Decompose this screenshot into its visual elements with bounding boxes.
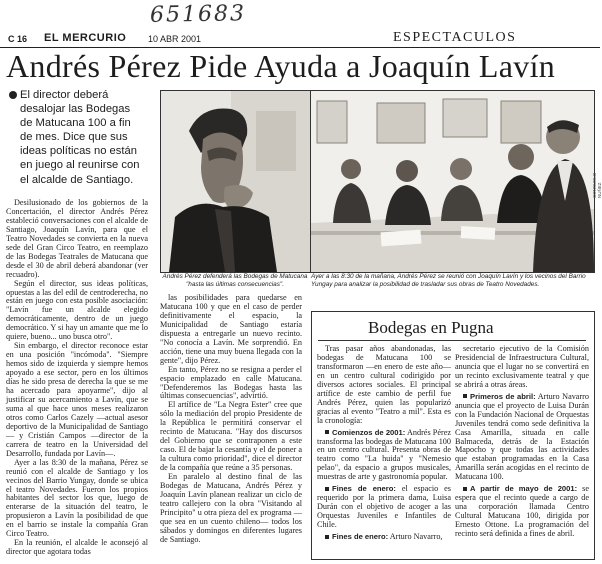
sidebar-intro: Tras pasar años abandonadas, las bodegas de Matucana 100 se transformaron —en enero de este año— en un centro cultural codirigido por diversos actores sociales. El principal artífice de este cambio de perfil fue Andrés Pérez, quien las popularizó gracias al evento "Teatro a mil". Esta es la cronología:: [317, 344, 451, 425]
page-number: C 16: [8, 34, 28, 44]
publication-date: 10 ABR 2001: [148, 34, 202, 44]
bullet-icon: [325, 535, 329, 539]
photo-meeting-illustration: [311, 91, 594, 272]
body-column-1: [6, 199, 148, 557]
section-name: ESPECTACULOS: [393, 30, 517, 45]
sidebar-title: Bodegas en Pugna: [368, 318, 494, 337]
sidebar-continuation: secretario ejecutivo de la Comisión Presidencial de Infraestructura Cultural, anuncia que el lugar no se convertirá en un recinto exclusivamente teatral y que se abrirá a otras áreas.: [455, 344, 589, 389]
body-column-2: [160, 294, 302, 545]
bullet-icon: [463, 487, 467, 491]
sidebar-column-2: [455, 345, 589, 542]
archive-number: 651683: [149, 1, 247, 28]
lead-paragraph: [20, 88, 140, 187]
timeline-label: Comienzos de 2001:: [332, 427, 406, 437]
bullet-icon: [325, 487, 329, 491]
timeline-text: el espacio es requerido por la primera dama, Luisa Durán con el objetivo de acoger a las Orquestas Juveniles e Infantiles de Chile.: [317, 484, 451, 530]
body-paragraph: En paralelo al destino final de las Bodegas de Matucana, Andrés Pérez y Joaquín Lavín planean realizar un ciclo de teatro callejero con la obra "Visitando al Principito" u otra pieza del ex programa —que sea en un cuento chileno— todos los sábados y domingos en diferentes lugares de Santiago.: [160, 472, 302, 544]
body-paragraph: las posibilidades para quedarse en Matucana 100 y que en el caso de perder definitivamente el espacio, la Municipalidad de Santiago estaría dispuesta a entregarle un nuevo recinto. "No conocía a Lavín. Me sorprendió. En acción, tiene una muy buena llegada con la gente", dijo Pérez.: [160, 293, 302, 365]
timeline-item: [317, 429, 451, 483]
sidebar-column-1: [317, 345, 451, 545]
photo-andres-perez: [160, 90, 311, 273]
body-paragraph: En la reunión, el alcalde le aconsejó al director que agotara todas: [6, 538, 148, 557]
body-paragraph: En tanto, Pérez no se resigna a perder el espacio emplazado en calle Matucana. "Defenderemos las Bodegas hasta las últimas consecuencias", advirtió.: [160, 364, 302, 401]
lead-bullet-icon: [9, 91, 17, 99]
body-paragraph: Sin embargo, el director reconoce estar en una posición "incómoda". "Siempre hemos sido de izquierda y siempre hemos apoyado a ese sector, pero en los últimos días he sido presa de derecha la que se me ha acercado para apoyarme", dijo al justificar su acercamiento a Lavín, que se suma al que hace unos meses realizaron otros como Carlos Cazely —actual asesor deportivo de la Municipalidad de Santiago— y Cristián Campos —director de la carrera de teatro en la Universidad del Desarrollo, fundada por Lavín—.: [6, 341, 148, 458]
photo-andres-perez-illustration: [161, 91, 310, 272]
timeline-text: Andrés Pérez transforma las bodegas de Matucana 100 en un centro cultural. Presenta obras de teatro como "La huida" y "Nemesio pelao", da espacio a grupos musicales, muestras de arte y gastronomía popular.: [317, 427, 451, 482]
timeline-label: Fines de enero:: [332, 532, 389, 542]
body-paragraph: El artífice de "La Negra Ester" cree que sólo la mediación del propio Presidente de la República le permitirá conservar el recinto de Matucana. "Hay dos discursos del Gobierno que se contraponen a este caso. El de bajar la cesantía y el de poner a la cultura como prioridad", dice el director de la compañía que reúne a 35 personas.: [160, 400, 302, 473]
body-paragraph: Ayer a las 8:30 de la mañana, Pérez se reunió con el alcalde de Santiago y los vecinos del Barrio Yungay, donde se ubica el teatro Novedades. Fueron los propios habitantes del sector los que, luego de enterarse de la situación del teatro, le propusieron a Lavín la posibilidad de que en el barrio se instale la compañía Gran Circo Teatro.: [6, 457, 148, 539]
timeline-item: [455, 485, 589, 539]
bullet-icon: [463, 394, 467, 398]
headline: Andrés Pérez Pide Ayuda a Joaquín Lavín: [6, 48, 556, 84]
photo-meeting: [310, 90, 595, 273]
body-paragraph: Según el director, sus ideas políticas, opuestas a las del edil de centroderecha, no están en juego con esta posible asociación: "Lavín fue un alcalde elegido democráticamente, dentro de un juego democrático. Y si hay un amante que me lo quiere, bueno... uno busca otro".: [6, 278, 148, 342]
timeline-item: [455, 393, 589, 483]
timeline-label: Primeros de abril:: [470, 391, 536, 401]
photo-credit: CONSUELO NUÑEZ: [592, 172, 602, 198]
bullet-icon: [325, 430, 329, 434]
caption-right: Ayer a las 8:30 de la mañana, Andrés Pérez se reunió con Joaquín Lavín y los vecinos del Barrio Yungay para analizar la posibilidad de trasladar sus obras de Teatro Novedades.: [311, 273, 586, 288]
timeline-label: A partir de mayo de 2001:: [470, 484, 578, 494]
caption-left: Andrés Pérez defenderá las Bodegas de Matucana "hasta las últimas consecuencias".: [162, 273, 308, 288]
timeline-text: Arturo Navarro,: [389, 532, 443, 542]
timeline-text: se espera que el recinto quede a cargo de una corporación llamada Centro Cultural Matucana 100, dirigida por Ernesto Ottone. La programación del recinto será definida a fines de abril.: [455, 484, 589, 539]
timeline-text: Arturo Navarro anuncia que el proyecto de Luisa Durán con la Fundación Nacional de Orquestas Juveniles tendrá como sede definitiva la Casa Amarilla, situada en calle Balmaceda, detrás de la Estación Mapocho y que todas las actividades que estaban programadas en la Casa Amarilla serán acogidas en el recinto de Matucana 100.: [455, 391, 589, 482]
newspaper-name: EL MERCURIO: [44, 32, 127, 44]
lead-text: El director deberá desalojar las Bodegas de Matucana 100 a fin de mes. Dice que sus ideas políticas no están en juego al reunirse con el alcalde de Santiago.: [20, 89, 140, 186]
timeline-label: Fines de enero:: [332, 484, 396, 494]
timeline-item: [317, 533, 451, 542]
body-paragraph: Desilusionado de los gobiernos de la Concertación, el director Andrés Pérez estableció conversaciones con el alcalde de Santiago, Joaquín Lavín, para que el Teatro Novedades se convierta en la nueva sede del Gran Circo Teatro, en reemplazo de las Bodegas Teatrales de Matucana que desde el 30 de abril deberá abandonar (ver recuadro).: [6, 198, 148, 279]
timeline-item: [317, 485, 451, 530]
sidebar-title-rule: [318, 340, 586, 341]
